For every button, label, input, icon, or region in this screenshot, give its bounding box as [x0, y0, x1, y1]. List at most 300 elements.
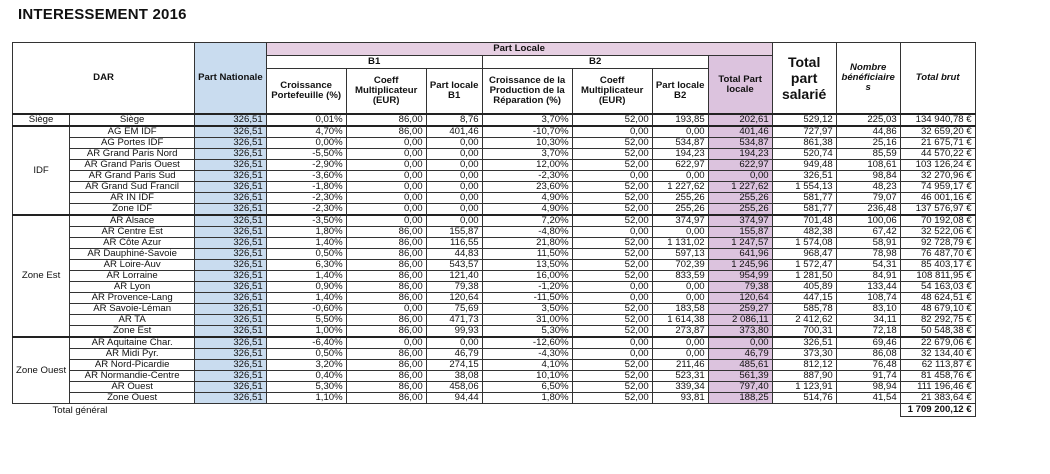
- table-row: [13, 371, 976, 382]
- part-locale-b1-cell: 0,00: [426, 193, 482, 204]
- part-locale-b1-cell: 401,46: [426, 126, 482, 138]
- total-part-salarie-cell: 447,15: [772, 293, 836, 304]
- region-cell: AR Grand Paris Ouest: [70, 160, 195, 171]
- part-nationale-cell: 326,51: [195, 349, 267, 360]
- region-cell: AR Alsace: [70, 215, 195, 227]
- table-row: [13, 138, 976, 149]
- coeff-b2-cell: 52,00: [572, 204, 652, 216]
- nombre-beneficiaires-cell: 72,18: [836, 326, 900, 338]
- total-brut-cell: 82 292,75 €: [900, 315, 975, 326]
- region-cell: AG Portes IDF: [70, 138, 195, 149]
- coeff-b2-cell: 0,00: [572, 126, 652, 138]
- croissance-portefeuille-cell: 3,20%: [266, 360, 346, 371]
- total-part-locale-cell: 188,25: [708, 393, 772, 404]
- coeff-b1-cell: 86,00: [346, 227, 426, 238]
- part-locale-b2-cell: 0,00: [652, 171, 708, 182]
- total-part-salarie-cell: 326,51: [772, 337, 836, 349]
- part-locale-b2-cell: 273,87: [652, 326, 708, 338]
- croissance-reparation-cell: 3,70%: [482, 114, 572, 126]
- part-locale-b2-cell: 211,46: [652, 360, 708, 371]
- total-part-locale-header: Total Part locale: [708, 56, 772, 115]
- croissance-portefeuille-cell: 0,90%: [266, 282, 346, 293]
- coeff-b1-cell: 0,00: [346, 304, 426, 315]
- table-row: [13, 171, 976, 182]
- total-part-salarie-cell: 581,77: [772, 204, 836, 216]
- croissance-portefeuille-cell: 0,50%: [266, 249, 346, 260]
- part-locale-b1-cell: 0,00: [426, 215, 482, 227]
- table-row: [13, 149, 976, 160]
- part-nationale-cell: 326,51: [195, 114, 267, 126]
- group-label: Siège: [13, 114, 70, 126]
- region-cell: Zone Est: [70, 326, 195, 338]
- nombre-beneficiaires-cell: 108,74: [836, 293, 900, 304]
- nombre-beneficiaires-cell: 69,46: [836, 337, 900, 349]
- nombre-beneficiaires-cell: 25,16: [836, 138, 900, 149]
- total-brut-cell: 85 403,17 €: [900, 260, 975, 271]
- coeff-b1-cell: 0,00: [346, 149, 426, 160]
- part-nationale-cell: 326,51: [195, 215, 267, 227]
- table-row: [13, 249, 976, 260]
- total-part-locale-cell: 401,46: [708, 126, 772, 138]
- part-locale-b2-cell: 534,87: [652, 138, 708, 149]
- part-locale-b1-cell: 8,76: [426, 114, 482, 126]
- region-cell: AR Centre Est: [70, 227, 195, 238]
- croissance-reparation-cell: 12,00%: [482, 160, 572, 171]
- region-cell: AR Grand Paris Sud: [70, 171, 195, 182]
- part-locale-b1-cell: 0,00: [426, 204, 482, 216]
- croissance-reparation-cell: 3,70%: [482, 149, 572, 160]
- coeff-b2-header: Coeff Multiplicateur (EUR): [572, 69, 652, 115]
- part-locale-b1-cell: 0,00: [426, 182, 482, 193]
- region-cell: AR Provence-Lang: [70, 293, 195, 304]
- total-brut-cell: 32 522,06 €: [900, 227, 975, 238]
- croissance-portefeuille-cell: 6,30%: [266, 260, 346, 271]
- croissance-portefeuille-cell: 0,01%: [266, 114, 346, 126]
- croissance-portefeuille-cell: 1,40%: [266, 271, 346, 282]
- table-row: [13, 114, 976, 126]
- croissance-reparation-cell: 10,30%: [482, 138, 572, 149]
- coeff-b1-cell: 86,00: [346, 360, 426, 371]
- coeff-b2-cell: 0,00: [572, 293, 652, 304]
- part-nationale-cell: 326,51: [195, 182, 267, 193]
- total-part-locale-cell: 255,26: [708, 193, 772, 204]
- nombre-beneficiaires-cell: 98,84: [836, 171, 900, 182]
- region-cell: AR Grand Sud Francil: [70, 182, 195, 193]
- table-row: [13, 360, 976, 371]
- nombre-beneficiaires-cell: 58,91: [836, 238, 900, 249]
- total-brut-cell: 137 576,97 €: [900, 204, 975, 216]
- total-part-locale-cell: 373,80: [708, 326, 772, 338]
- total-part-salarie-cell: 482,38: [772, 227, 836, 238]
- coeff-b1-cell: 0,00: [346, 171, 426, 182]
- part-locale-b2-cell: 183,58: [652, 304, 708, 315]
- total-brut-cell: 81 458,76 €: [900, 371, 975, 382]
- coeff-b2-cell: 52,00: [572, 326, 652, 338]
- nombre-beneficiaires-cell: 85,59: [836, 149, 900, 160]
- total-part-salarie-cell: 581,77: [772, 193, 836, 204]
- table-row: [13, 293, 976, 304]
- total-part-locale-cell: 0,00: [708, 171, 772, 182]
- nombre-beneficiaires-cell: 108,61: [836, 160, 900, 171]
- table-row: [13, 160, 976, 171]
- part-nationale-cell: 326,51: [195, 271, 267, 282]
- table-row: [13, 315, 976, 326]
- part-nationale-cell: 326,51: [195, 326, 267, 338]
- coeff-b1-cell: 0,00: [346, 215, 426, 227]
- nombre-beneficiaires-cell: 54,31: [836, 260, 900, 271]
- part-nationale-header: Part Nationale: [195, 43, 267, 115]
- croissance-reparation-cell: 13,50%: [482, 260, 572, 271]
- croissance-portefeuille-cell: 0,40%: [266, 371, 346, 382]
- table-row: [13, 182, 976, 193]
- region-cell: AR Lorraine: [70, 271, 195, 282]
- croissance-reparation-cell: 16,00%: [482, 271, 572, 282]
- coeff-b2-cell: 52,00: [572, 160, 652, 171]
- total-brut-cell: 48 624,51 €: [900, 293, 975, 304]
- total-brut-cell: 22 679,06 €: [900, 337, 975, 349]
- total-brut-cell: 70 192,08 €: [900, 215, 975, 227]
- total-part-salarie-cell: 373,30: [772, 349, 836, 360]
- total-brut-cell: 134 940,78 €: [900, 114, 975, 126]
- part-locale-b2-cell: 0,00: [652, 282, 708, 293]
- interessement-table: [12, 42, 976, 417]
- coeff-b2-cell: 52,00: [572, 182, 652, 193]
- group-label: IDF: [13, 126, 70, 215]
- nombre-beneficiaires-cell: 44,86: [836, 126, 900, 138]
- total-part-salarie-cell: 727,97: [772, 126, 836, 138]
- part-nationale-cell: 326,51: [195, 393, 267, 404]
- part-locale-b2-cell: 0,00: [652, 126, 708, 138]
- total-general-label: Total général: [52, 404, 108, 416]
- part-locale-b2-header: Part locale B2: [652, 69, 708, 115]
- croissance-reparation-cell: -2,30%: [482, 171, 572, 182]
- coeff-b1-cell: 86,00: [346, 393, 426, 404]
- total-part-locale-cell: 255,26: [708, 204, 772, 216]
- part-locale-b1-cell: 0,00: [426, 171, 482, 182]
- nombre-beneficiaires-cell: 86,08: [836, 349, 900, 360]
- total-brut-cell: 111 196,46 €: [900, 382, 975, 393]
- region-cell: Zone IDF: [70, 204, 195, 216]
- coeff-b1-cell: 0,00: [346, 182, 426, 193]
- croissance-reparation-cell: -1,20%: [482, 282, 572, 293]
- table-row: [13, 204, 976, 216]
- total-part-locale-cell: 46,79: [708, 349, 772, 360]
- nombre-beneficiaires-cell: 41,54: [836, 393, 900, 404]
- total-part-salarie-cell: 520,74: [772, 149, 836, 160]
- total-general-value: 1 709 200,12 €: [900, 404, 975, 417]
- part-nationale-cell: 326,51: [195, 382, 267, 393]
- coeff-b1-cell: 86,00: [346, 315, 426, 326]
- nombre-beneficiaires-cell: 91,74: [836, 371, 900, 382]
- coeff-b1-cell: 86,00: [346, 349, 426, 360]
- coeff-b1-header: Coeff Multiplicateur (EUR): [346, 69, 426, 115]
- coeff-b1-cell: 86,00: [346, 382, 426, 393]
- croissance-reparation-cell: 5,30%: [482, 326, 572, 338]
- region-cell: Zone Ouest: [70, 393, 195, 404]
- coeff-b1-cell: 0,00: [346, 160, 426, 171]
- table-row: [13, 238, 976, 249]
- total-part-salarie-cell: 514,76: [772, 393, 836, 404]
- part-locale-b1-cell: 0,00: [426, 149, 482, 160]
- total-part-salarie-cell: 1 123,91: [772, 382, 836, 393]
- croissance-reparation-header: Croissance de la Production de la Réparation (%): [482, 69, 572, 115]
- region-cell: AR Loire-Auv: [70, 260, 195, 271]
- total-part-locale-cell: 485,61: [708, 360, 772, 371]
- part-locale-b1-cell: 471,73: [426, 315, 482, 326]
- table-row: [13, 271, 976, 282]
- part-nationale-cell: 326,51: [195, 293, 267, 304]
- total-row: [13, 404, 976, 417]
- part-nationale-cell: 326,51: [195, 315, 267, 326]
- group-label: Zone Est: [13, 215, 70, 337]
- part-locale-b1-cell: 44,83: [426, 249, 482, 260]
- part-locale-b2-cell: 194,23: [652, 149, 708, 160]
- nombre-beneficiaires-cell: 98,94: [836, 382, 900, 393]
- coeff-b2-cell: 52,00: [572, 149, 652, 160]
- region-cell: Siège: [70, 114, 195, 126]
- coeff-b2-cell: 52,00: [572, 382, 652, 393]
- croissance-portefeuille-cell: -5,50%: [266, 149, 346, 160]
- coeff-b2-cell: 0,00: [572, 171, 652, 182]
- part-locale-b1-cell: 543,57: [426, 260, 482, 271]
- part-locale-b2-cell: 255,26: [652, 193, 708, 204]
- part-nationale-cell: 326,51: [195, 304, 267, 315]
- nombre-beneficiaires-cell: 133,44: [836, 282, 900, 293]
- part-nationale-cell: 326,51: [195, 282, 267, 293]
- coeff-b2-cell: 0,00: [572, 227, 652, 238]
- part-nationale-cell: 326,51: [195, 260, 267, 271]
- total-brut-cell: 92 728,79 €: [900, 238, 975, 249]
- part-nationale-cell: 326,51: [195, 337, 267, 349]
- nombre-beneficiaires-cell: 236,48: [836, 204, 900, 216]
- coeff-b2-cell: 52,00: [572, 271, 652, 282]
- croissance-portefeuille-cell: 1,10%: [266, 393, 346, 404]
- region-cell: AR Côte Azur: [70, 238, 195, 249]
- table-row: [13, 215, 976, 227]
- total-brut-cell: 108 811,95 €: [900, 271, 975, 282]
- part-nationale-cell: 326,51: [195, 126, 267, 138]
- table-row: [13, 304, 976, 315]
- part-locale-b2-cell: 0,00: [652, 293, 708, 304]
- nombre-beneficiaires-cell: 100,06: [836, 215, 900, 227]
- table-row: [13, 126, 976, 138]
- croissance-portefeuille-cell: -2,30%: [266, 193, 346, 204]
- part-locale-b2-cell: 255,26: [652, 204, 708, 216]
- croissance-reparation-cell: 10,10%: [482, 371, 572, 382]
- total-brut-cell: 32 659,20 €: [900, 126, 975, 138]
- total-part-salarie-header: Total part salarié: [772, 43, 836, 115]
- coeff-b2-cell: 52,00: [572, 371, 652, 382]
- page-title: INTERESSEMENT 2016: [18, 6, 187, 23]
- nombre-beneficiaires-cell: 84,91: [836, 271, 900, 282]
- b2-header: B2: [482, 56, 708, 69]
- group-label: Zone Ouest: [13, 337, 70, 404]
- part-nationale-cell: 326,51: [195, 227, 267, 238]
- total-brut-cell: 62 113,87 €: [900, 360, 975, 371]
- region-cell: AR Normandie-Centre: [70, 371, 195, 382]
- part-locale-header: Part Locale: [266, 43, 772, 56]
- nombre-beneficiaires-header: Nombre bénéficiaire s: [836, 43, 900, 115]
- croissance-reparation-cell: -11,50%: [482, 293, 572, 304]
- total-part-salarie-cell: 1 574,08: [772, 238, 836, 249]
- part-locale-b2-cell: 702,39: [652, 260, 708, 271]
- part-locale-b1-header: Part locale B1: [426, 69, 482, 115]
- croissance-reparation-cell: 1,80%: [482, 393, 572, 404]
- coeff-b2-cell: 0,00: [572, 282, 652, 293]
- part-nationale-cell: 326,51: [195, 204, 267, 216]
- coeff-b1-cell: 86,00: [346, 238, 426, 249]
- croissance-reparation-cell: -4,80%: [482, 227, 572, 238]
- total-brut-cell: 76 487,70 €: [900, 249, 975, 260]
- total-part-locale-cell: 374,97: [708, 215, 772, 227]
- part-locale-b1-cell: 0,00: [426, 160, 482, 171]
- croissance-reparation-cell: 23,60%: [482, 182, 572, 193]
- part-locale-b2-cell: 1 614,38: [652, 315, 708, 326]
- croissance-reparation-cell: -4,30%: [482, 349, 572, 360]
- croissance-portefeuille-cell: 1,00%: [266, 326, 346, 338]
- region-cell: AR TA: [70, 315, 195, 326]
- croissance-portefeuille-cell: 4,70%: [266, 126, 346, 138]
- croissance-reparation-cell: 31,00%: [482, 315, 572, 326]
- part-nationale-cell: 326,51: [195, 160, 267, 171]
- region-cell: AR Dauphiné-Savoie: [70, 249, 195, 260]
- part-locale-b1-cell: 94,44: [426, 393, 482, 404]
- coeff-b2-cell: 52,00: [572, 249, 652, 260]
- part-locale-b1-cell: 116,55: [426, 238, 482, 249]
- coeff-b2-cell: 52,00: [572, 304, 652, 315]
- total-part-salarie-cell: 887,90: [772, 371, 836, 382]
- part-locale-b2-cell: 339,34: [652, 382, 708, 393]
- part-locale-b2-cell: 833,59: [652, 271, 708, 282]
- coeff-b2-cell: 52,00: [572, 114, 652, 126]
- coeff-b2-cell: 52,00: [572, 193, 652, 204]
- table-row: [13, 393, 976, 404]
- total-part-locale-cell: 641,96: [708, 249, 772, 260]
- coeff-b2-cell: 0,00: [572, 349, 652, 360]
- part-locale-b2-cell: 374,97: [652, 215, 708, 227]
- part-nationale-cell: 326,51: [195, 238, 267, 249]
- total-part-locale-cell: 0,00: [708, 337, 772, 349]
- croissance-reparation-cell: -10,70%: [482, 126, 572, 138]
- region-cell: AR Midi Pyr.: [70, 349, 195, 360]
- coeff-b1-cell: 86,00: [346, 260, 426, 271]
- nombre-beneficiaires-cell: 83,10: [836, 304, 900, 315]
- croissance-portefeuille-cell: -2,90%: [266, 160, 346, 171]
- total-part-salarie-cell: 701,48: [772, 215, 836, 227]
- part-locale-b2-cell: 622,97: [652, 160, 708, 171]
- part-locale-b1-cell: 99,93: [426, 326, 482, 338]
- part-locale-b1-cell: 458,06: [426, 382, 482, 393]
- total-part-salarie-cell: 861,38: [772, 138, 836, 149]
- part-locale-b2-cell: 0,00: [652, 349, 708, 360]
- total-brut-cell: 21 675,71 €: [900, 138, 975, 149]
- part-nationale-cell: 326,51: [195, 249, 267, 260]
- total-part-locale-cell: 561,39: [708, 371, 772, 382]
- coeff-b1-cell: 0,00: [346, 193, 426, 204]
- part-locale-b2-cell: 1 131,02: [652, 238, 708, 249]
- total-part-salarie-cell: 585,78: [772, 304, 836, 315]
- total-part-locale-cell: 120,64: [708, 293, 772, 304]
- croissance-reparation-cell: 4,90%: [482, 193, 572, 204]
- total-brut-cell: 46 001,16 €: [900, 193, 975, 204]
- coeff-b1-cell: 86,00: [346, 326, 426, 338]
- part-nationale-cell: 326,51: [195, 193, 267, 204]
- coeff-b2-cell: 52,00: [572, 315, 652, 326]
- region-cell: AR Grand Paris Nord: [70, 149, 195, 160]
- part-locale-b1-cell: 121,40: [426, 271, 482, 282]
- total-part-salarie-cell: 1 554,13: [772, 182, 836, 193]
- total-part-locale-cell: 954,99: [708, 271, 772, 282]
- coeff-b2-cell: 52,00: [572, 215, 652, 227]
- part-locale-b1-cell: 0,00: [426, 337, 482, 349]
- croissance-portefeuille-cell: -0,60%: [266, 304, 346, 315]
- table-body: [13, 114, 976, 404]
- part-locale-b1-cell: 75,69: [426, 304, 482, 315]
- table-row: [13, 349, 976, 360]
- coeff-b2-cell: 52,00: [572, 138, 652, 149]
- croissance-reparation-cell: 4,10%: [482, 360, 572, 371]
- table-row: [13, 260, 976, 271]
- coeff-b1-cell: 0,00: [346, 204, 426, 216]
- table-row: [13, 337, 976, 349]
- total-part-salarie-cell: 2 412,62: [772, 315, 836, 326]
- region-cell: AR Aquitaine Char.: [70, 337, 195, 349]
- region-cell: AR Ouest: [70, 382, 195, 393]
- nombre-beneficiaires-cell: 78,98: [836, 249, 900, 260]
- total-part-salarie-cell: 812,12: [772, 360, 836, 371]
- croissance-reparation-cell: 21,80%: [482, 238, 572, 249]
- region-cell: AR IN IDF: [70, 193, 195, 204]
- part-nationale-cell: 326,51: [195, 360, 267, 371]
- table-row: [13, 193, 976, 204]
- part-locale-b1-cell: 0,00: [426, 138, 482, 149]
- croissance-portefeuille-cell: -6,40%: [266, 337, 346, 349]
- table-row: [13, 326, 976, 338]
- part-locale-b2-cell: 597,13: [652, 249, 708, 260]
- total-part-locale-cell: 194,23: [708, 149, 772, 160]
- total-brut-cell: 21 383,64 €: [900, 393, 975, 404]
- part-locale-b1-cell: 79,38: [426, 282, 482, 293]
- region-cell: AR Lyon: [70, 282, 195, 293]
- croissance-reparation-cell: -12,60%: [482, 337, 572, 349]
- coeff-b2-cell: 52,00: [572, 260, 652, 271]
- total-part-locale-cell: 1 227,62: [708, 182, 772, 193]
- croissance-reparation-cell: 4,90%: [482, 204, 572, 216]
- coeff-b1-cell: 86,00: [346, 126, 426, 138]
- total-part-salarie-cell: 1 572,47: [772, 260, 836, 271]
- total-part-salarie-cell: 529,12: [772, 114, 836, 126]
- nombre-beneficiaires-cell: 34,11: [836, 315, 900, 326]
- coeff-b1-cell: 0,00: [346, 138, 426, 149]
- total-part-salarie-cell: 1 281,50: [772, 271, 836, 282]
- total-brut-cell: 103 126,24 €: [900, 160, 975, 171]
- b1-header: B1: [266, 56, 482, 69]
- table-row: [13, 227, 976, 238]
- coeff-b1-cell: 0,00: [346, 337, 426, 349]
- croissance-portefeuille-cell: 5,50%: [266, 315, 346, 326]
- part-locale-b1-cell: 155,87: [426, 227, 482, 238]
- table-row: [13, 382, 976, 393]
- croissance-portefeuille-cell: 0,00%: [266, 138, 346, 149]
- croissance-portefeuille-cell: 5,30%: [266, 382, 346, 393]
- croissance-portefeuille-cell: -2,30%: [266, 204, 346, 216]
- part-locale-b2-cell: 0,00: [652, 227, 708, 238]
- croissance-portefeuille-cell: 1,40%: [266, 293, 346, 304]
- nombre-beneficiaires-cell: 225,03: [836, 114, 900, 126]
- total-part-locale-cell: 155,87: [708, 227, 772, 238]
- croissance-portefeuille-cell: -3,60%: [266, 171, 346, 182]
- croissance-reparation-cell: 11,50%: [482, 249, 572, 260]
